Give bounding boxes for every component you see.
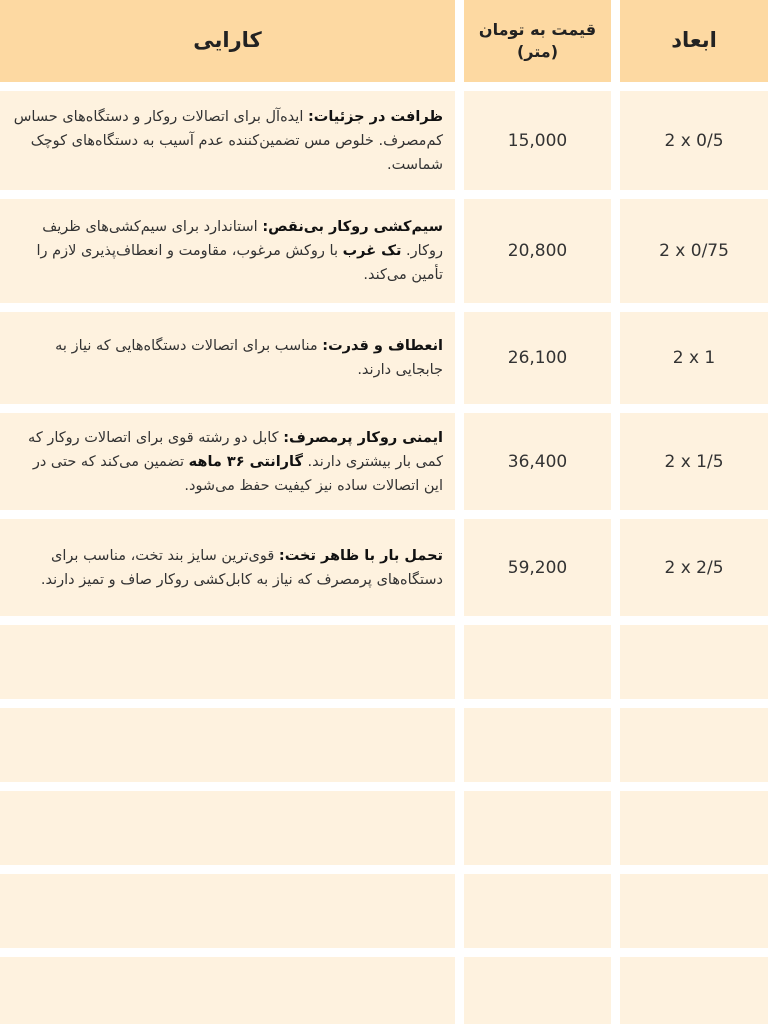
empty-row-cell xyxy=(0,791,455,865)
row-3-title: انعطاف و قدرت: xyxy=(322,338,443,354)
header-features xyxy=(0,0,455,82)
row-2-dimension-value: 2 x 0/75 xyxy=(659,241,729,261)
row-2-features xyxy=(0,199,455,303)
row-2-price-value: 20,800 xyxy=(507,241,568,261)
row-2-text-c: با روکش مرغوب، مقاومت و انعطاف‌پذیری لازم را تأمین می‌کند. xyxy=(36,243,443,283)
empty-row-cell xyxy=(0,708,455,782)
row-2-text-a: استاندارد برای سیم‌کشی‌های ظریف روکار. xyxy=(42,219,443,259)
row-3-dimension-value: 2 x 1 xyxy=(672,348,716,368)
row-4-price-value: 36,400 xyxy=(507,451,568,472)
header-dimensions xyxy=(620,0,768,82)
row-5-dimension xyxy=(620,519,768,616)
row-5-price xyxy=(464,519,611,616)
row-4-features xyxy=(0,413,455,510)
row-3-dimension xyxy=(620,312,768,404)
row-2-bold: تک غرب xyxy=(342,243,402,259)
empty-row-cell xyxy=(0,957,455,1024)
row-5-dimension-value: 2 x 2/5 xyxy=(664,557,724,578)
header-price-label: قیمت به تومان xyxy=(478,19,597,39)
empty-row-cell xyxy=(620,957,768,1024)
empty-row-cell xyxy=(464,625,611,699)
empty-row-cell xyxy=(464,874,611,948)
empty-row-cell xyxy=(464,957,611,1024)
empty-row-cell xyxy=(464,791,611,865)
row-4-price xyxy=(464,413,611,510)
empty-row-cell xyxy=(464,708,611,782)
row-1-dimension-value: 2 x 0/5 xyxy=(664,130,724,151)
row-5-title: تحمل بار با ظاهر تخت: xyxy=(278,547,443,564)
row-4-text-a: کابل دو رشته قوی برای اتصالات روکار که کمی بار بیشتری دارند. xyxy=(28,429,443,470)
row-4-text-c: تضمین می‌کند که حتی در این اتصالات ساده نیز کیفیت حفظ می‌شود. xyxy=(32,453,443,494)
row-5-features xyxy=(0,519,455,616)
row-2-price xyxy=(464,199,611,303)
row-3-features xyxy=(0,312,455,404)
row-3-text: مناسب برای اتصالات دستگاه‌هایی که نیاز به جابجایی دارند. xyxy=(55,338,443,378)
empty-row-cell xyxy=(620,708,768,782)
row-3-price xyxy=(464,312,611,404)
row-4-dimension xyxy=(620,413,768,510)
row-3-price-value: 26,100 xyxy=(507,348,568,368)
empty-row-cell xyxy=(620,791,768,865)
row-2-dimension xyxy=(620,199,768,303)
header-price-unit: (متر) xyxy=(516,42,558,61)
row-1-price xyxy=(464,91,611,190)
row-2-title: سیم‌کشی روکار بی‌نقص: xyxy=(262,219,443,235)
empty-row-cell xyxy=(0,874,455,948)
empty-row-cell xyxy=(0,625,455,699)
header-dimensions-label: ابعاد xyxy=(671,28,717,53)
row-5-text: قوی‌ترین سایز بند تخت، مناسب برای دستگاه‌های پرمصرف که نیاز به کابل‌کشی روکار صاف و تمیز دارند. xyxy=(40,547,443,588)
row-4-title: ایمنی روکار پرمصرف: xyxy=(283,429,443,446)
empty-row-cell xyxy=(620,874,768,948)
row-1-text: ایده‌آل برای اتصالات روکار و دستگاه‌های حساس کم‌مصرف. خلوص مس تضمین‌کننده عدم آسیب به دستگاه‌های کوچک شماست. xyxy=(13,108,443,173)
row-1-dimension xyxy=(620,91,768,190)
row-4-bold: گارانتی ۳۶ ماهه xyxy=(188,453,303,470)
row-1-features xyxy=(0,91,455,190)
row-1-price-value: 15,000 xyxy=(507,130,568,151)
row-4-dimension-value: 2 x 1/5 xyxy=(664,451,724,472)
empty-row-cell xyxy=(620,625,768,699)
header-price xyxy=(464,0,611,82)
row-1-title: ظرافت در جزئیات: xyxy=(307,108,443,125)
row-5-price-value: 59,200 xyxy=(507,557,568,578)
header-features-label: کارایی xyxy=(193,28,262,53)
